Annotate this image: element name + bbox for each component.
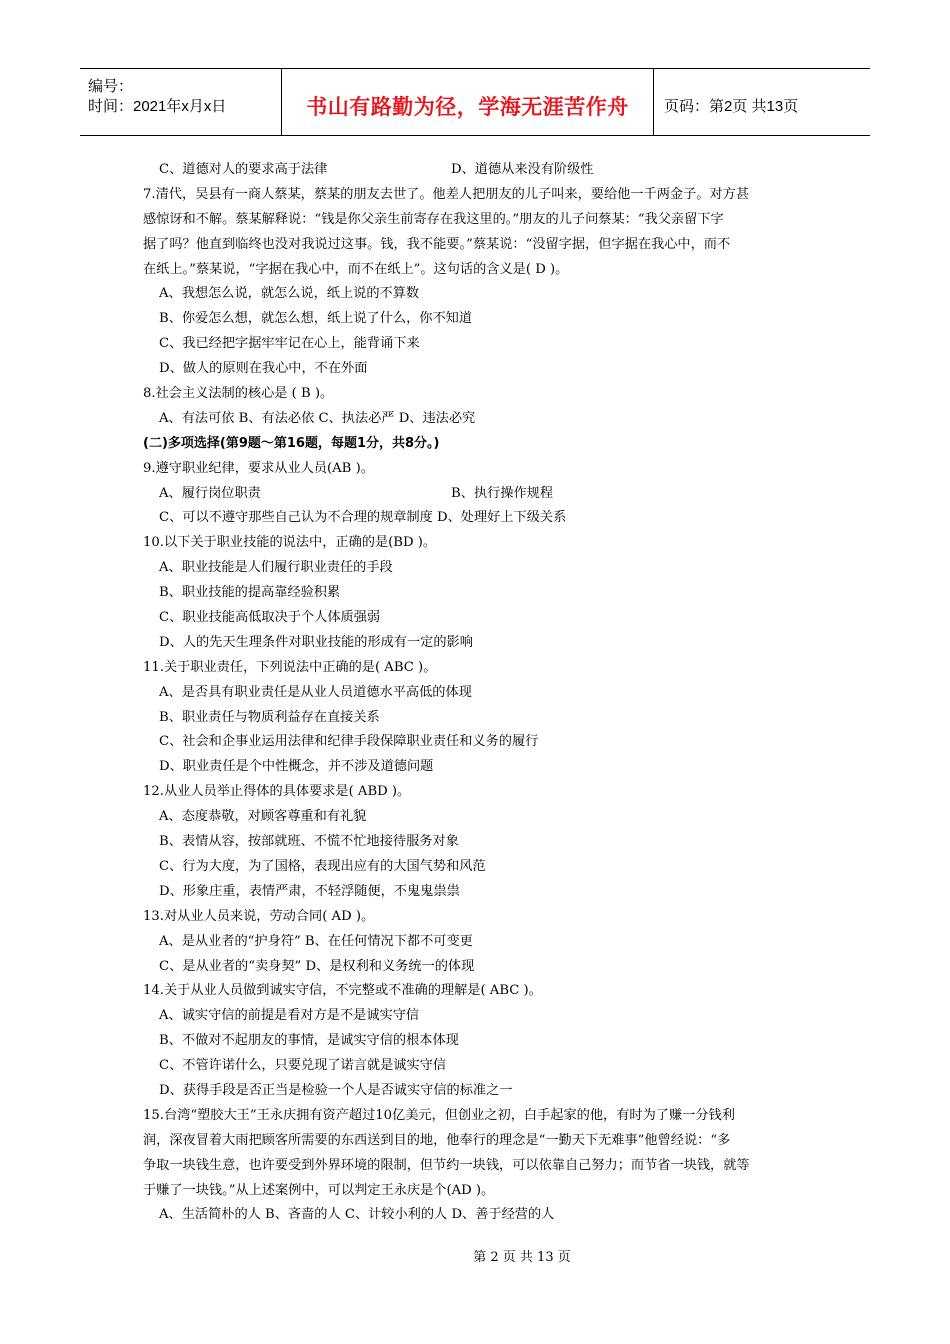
option-text: B、职业责任与物质利益存在直接关系: [159, 709, 380, 725]
option-text: C、行为大度，为了国格，表现出应有的大国气势和风范: [159, 858, 486, 874]
question-text: 11.关于职业责任，下列说法中正确的是( ABC )。: [143, 659, 437, 675]
option-text: D、做人的原则在我心中，不在外面: [159, 361, 368, 377]
option-text: D、人的先天生理条件对职业技能的形成有一定的影响: [159, 634, 473, 650]
question-text: 于赚了一块钱。”从上述案例中，可以判定王永庆是个(AD )。: [143, 1182, 495, 1198]
question-text: 15.台湾“塑胶大王”王永庆拥有资产超过10亿美元，但创业之初，白手起家的他，有时为了赚一分钱利: [143, 1107, 735, 1123]
option-text: A、职业技能是人们履行职业责任的手段: [159, 560, 393, 576]
option-text: D、形象庄重，表情严肃，不轻浮随便，不鬼鬼祟祟: [159, 883, 460, 899]
question-text: 争取一块钱生意，也许要受到外界环境的限制，但节约一块钱，可以依靠自己努力；而节省一块钱，就等: [143, 1157, 750, 1173]
option-text: A、诚实守信的前提是看对方是不是诚实守信: [159, 1008, 420, 1024]
page-header: [80, 68, 870, 136]
option-text: A、履行岗位职责: [159, 485, 261, 501]
option-text: D、获得手段是否正当是检验一个人是否诚实守信的标准之一: [159, 1082, 513, 1098]
header-page-cell: [654, 69, 870, 135]
option-text: A、是从业者的“护身符” B、在任何情况下都不可变更: [159, 933, 473, 949]
question-text: 7.清代，吴县有一商人蔡某，蔡某的朋友去世了。他差人把朋友的儿子叫来，要给他一千两金子。对方甚: [143, 186, 750, 202]
option-text: C、可以不遵守那些自己认为不合理的规章制度 D、处理好上下级关系: [159, 510, 567, 526]
option-text: A、有法可依 B、有法必依 C、执法必严 D、违法必究: [159, 410, 476, 426]
question-text: 据了吗？他直到临终也没对我说过这事。钱，我不能要。”蔡某说：“没留字据，但字据在我心中，而不: [143, 236, 731, 252]
option-text: B、表情从容，按部就班、不慌不忙地接待服务对象: [159, 834, 459, 850]
option-text: A、是否具有职业责任是从业人员道德水平高低的体现: [159, 684, 472, 700]
option-row: [143, 158, 815, 183]
question-text: 12.从业人员举止得体的具体要求是( ABD )。: [143, 784, 411, 800]
option-text: B、执行操作规程: [451, 485, 554, 501]
question-text: 在纸上。”蔡某说，“字据在我心中，而不在纸上”。这句话的含义是( D )。: [143, 261, 569, 277]
option-text: D、道德从来没有阶级性: [451, 162, 594, 177]
question-text: 润，深夜冒着大雨把顾客所需要的东西送到目的地，他奉行的理念是“一勤天下无难事”他曾经说：“多: [143, 1132, 731, 1148]
option-text: C、我已经把字据牢牢记在心上，能背诵下来: [159, 336, 420, 352]
header-motto: 书山有路勤为径，学海无涯苦作舟: [306, 95, 629, 119]
question-text: 14.关于从业人员做到诚实守信，不完整或不准确的理解是( ABC )。: [143, 983, 542, 999]
option-text: C、不管许诺什么，只要兑现了诺言就是诚实守信: [159, 1058, 447, 1074]
option-row: [143, 482, 815, 507]
option-text: D、职业责任是个中性概念，并不涉及道德问题: [159, 759, 434, 775]
question-text: 13.对从业人员来说，劳动合同( AD )。: [143, 908, 375, 924]
header-meta: [80, 69, 282, 135]
question-text: 9.遵守职业纪律，要求从业人员(AB )。: [143, 460, 374, 476]
header-motto-cell: [282, 69, 654, 135]
option-text: C、道德对人的要求高于法律: [159, 162, 328, 177]
option-text: C、社会和企事业运用法律和纪律手段保障职业责任和义务的履行: [159, 734, 539, 750]
header-page-info: 页码：第2页 共13页: [664, 98, 799, 115]
option-text: C、职业技能高低取决于个人体质强弱: [159, 610, 381, 626]
question-text: 感惊讶和不解。蔡某解释说：“钱是你父亲生前寄存在我这里的。”朋友的儿子问蔡某：“我父亲留下字: [143, 211, 724, 227]
option-text: B、职业技能的提高靠经验积累: [159, 585, 341, 601]
code-label: 编号：: [88, 78, 134, 95]
option-text: B、不做对不起朋友的事情，是诚实守信的根本体现: [159, 1033, 459, 1049]
option-text: B、你爱怎么想，就怎么想，纸上说了什么，你不知道: [159, 311, 473, 327]
page-footer: 第 2 页 共 13 页: [473, 1250, 571, 1265]
option-text: A、我想怎么说，就怎么说，纸上说的不算数: [159, 286, 420, 302]
option-text: A、生活简朴的人 B、吝啬的人 C、计较小利的人 D、善于经营的人: [159, 1207, 555, 1223]
question-text: 8.社会主义法制的核心是 ( B )。: [143, 386, 334, 402]
option-text: A、态度恭敬，对顾客尊重和有礼貌: [159, 809, 367, 825]
document-body: [143, 158, 815, 1228]
question-text: 10.以下关于职业技能的说法中，正确的是(BD )。: [143, 535, 437, 551]
option-text: C、是从业者的“卖身契” D、是权利和义务统一的体现: [159, 958, 475, 974]
date-label: 时间：2021年x月x日: [88, 98, 227, 115]
section-heading: (二)多项选择(第9题～第16题，每题1分，共8分。): [143, 435, 440, 451]
